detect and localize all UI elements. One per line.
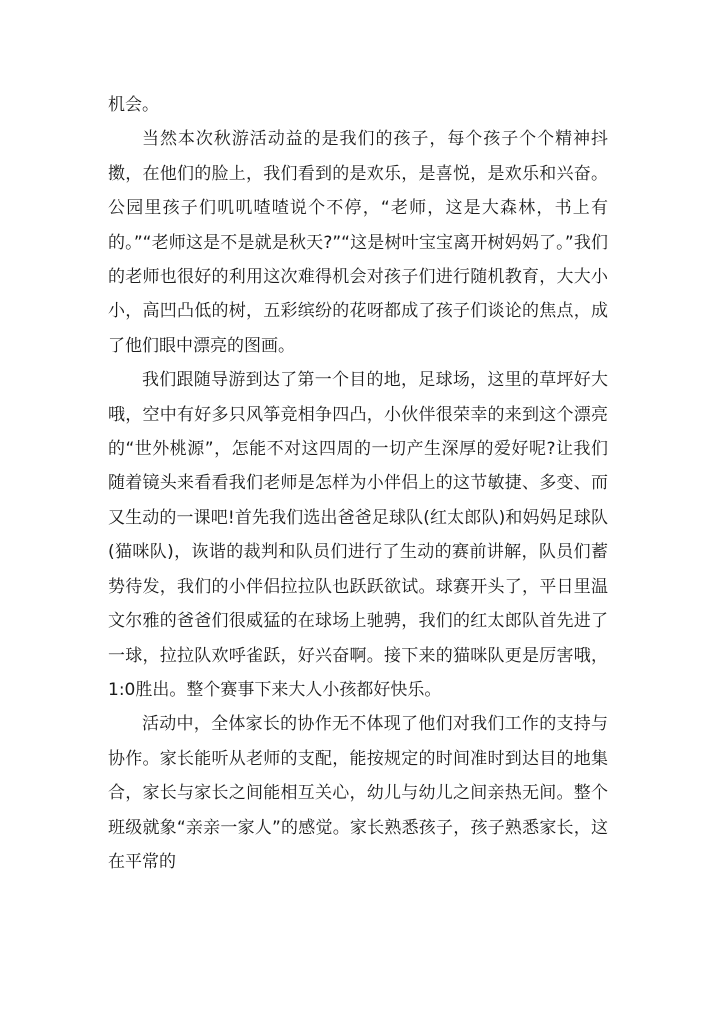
paragraph-2: 当然本次秋游活动益的是我们的孩子，每个孩子个个精神抖擞，在他们的脸上，我们看到的是欢乐，是喜悦，是欢乐和兴奋。公园里孩子们叽叽喳喳说个不停，“老师，这是大森林，书上有的。”“老师这是不是就是秋天?”“这是树叶宝宝离开树妈妈了。”我们的老师也很好的利用这次难得机会对孩子们进行随机教育，大大小小，高凹凸低的树，五彩缤纷的花呀都成了孩子们谈论的焦点，成了他们眼中漂亮的图画。: [108, 129, 608, 356]
paragraph-1: 机会。: [108, 95, 159, 115]
paragraph-3: 我们跟随导游到达了第一个目的地，足球场，这里的草坪好大哦，空中有好多只风筝竞相争四凸，小伙伴很荣幸的来到这个漂亮的“世外桃源”，怎能不对这四周的一切产生深厚的爱好呢?让我们随着镜头来看看我们老师是怎样为小伴侣上的这节敏捷、多变、而又生动的一课吧!首先我们选出爸爸足球队(红太郎队)和妈妈足球队(猫咪队)，诙谐的裁判和队员们进行了生动的赛前讲解，队员们蓄势待发，我们的小伴侣拉拉队也跃跃欲试。球赛开头了，平日里温文尔雅的爸爸们很威猛的在球场上驰骋，我们的红太郎队首先进了一球，拉拉队欢呼雀跃，好兴奋啊。接下来的猫咪队更是厉害哦，1:0胜出。整个赛事下来大人小孩都好快乐。: [108, 370, 608, 700]
document-body: [108, 88, 608, 879]
paragraph-4: 活动中，全体家长的协作无不体现了他们对我们工作的支持与协作。家长能听从老师的支配，能按规定的时间准时到达目的地集合，家长与家长之间能相互关心，幼儿与幼儿之间亲热无间。整个班级就象“亲亲一家人”的感觉。家长熟悉孩子，孩子熟悉家长，这在平常的: [108, 714, 608, 872]
